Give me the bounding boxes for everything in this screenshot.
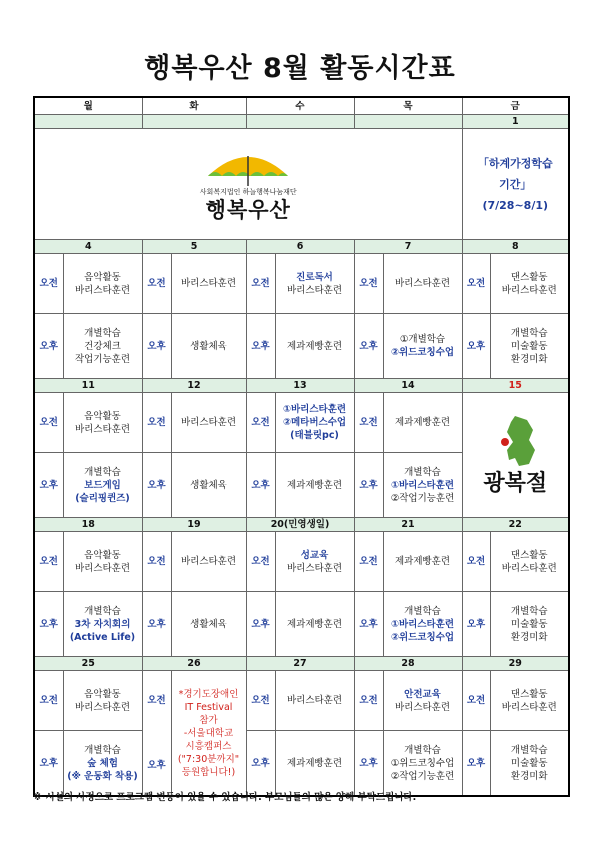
activity-cell <box>63 254 142 314</box>
cell-line: 바리스타훈련 <box>180 556 237 567</box>
activity-cell <box>275 731 354 797</box>
day-header: 목 <box>354 97 462 115</box>
date-cell: 15 <box>462 379 569 393</box>
activity-cell <box>63 453 142 518</box>
date-cell: 13 <box>246 379 354 393</box>
activity-cell <box>383 731 462 797</box>
cell-line: ①개별학습 <box>399 334 446 345</box>
cell-line: 보드게임 <box>84 479 121 491</box>
am-row <box>34 532 569 592</box>
date-cell: 19 <box>142 518 246 532</box>
period-label: 오전 <box>246 671 275 731</box>
date-cell: 1 <box>462 115 569 129</box>
page-title: 행복우산 8월 활동시간표 <box>144 53 456 84</box>
cell-line: 바리스타훈련 <box>501 562 557 574</box>
cell-line: 바리스타훈련 <box>501 701 557 713</box>
cell-line: -서울대학교 <box>183 727 234 739</box>
activity-cell <box>171 592 246 657</box>
footnote: ※ 시설의 사정으로 프로그램 변동이 있을 수 있습니다. 부모님들의 많은 양해 부탁드립니다. <box>33 792 417 803</box>
cell-line: (7/28~8/1) <box>482 198 549 212</box>
cell-line: 환경미화 <box>510 353 548 365</box>
date-cell: 12 <box>142 379 246 393</box>
activity-cell <box>275 254 354 314</box>
activity-cell <box>63 592 142 657</box>
activity-cell <box>383 314 462 379</box>
cell-line: ②위드코칭수업 <box>390 631 455 643</box>
holiday-name: 광복절 <box>483 469 548 496</box>
cell-line: 생활체육 <box>190 479 227 491</box>
period-label: 오후 <box>246 592 275 657</box>
activity-cell <box>383 592 462 657</box>
schedule-table <box>33 96 570 797</box>
cell-line: 「하계가정학습 <box>477 156 553 170</box>
cell-line: 참가 <box>199 714 218 726</box>
cell-line: ①위드코칭수업 <box>390 757 455 769</box>
date-cell: 20(민영생일) <box>246 518 354 532</box>
period-label: 오후 <box>34 453 63 518</box>
period-label: 오전 <box>246 254 275 314</box>
cell-line: 등원합니다!) <box>181 766 236 778</box>
logo-org: 사회복지법인 하늘행복나눔재단 <box>199 187 297 196</box>
period-label: 오전 <box>142 254 171 314</box>
period-label: 오후 <box>34 314 63 379</box>
activity-cell <box>63 671 142 731</box>
cell-line: 건강체크 <box>84 340 121 352</box>
activity-cell <box>490 731 569 797</box>
activity-cell <box>275 592 354 657</box>
cell-line: 환경미화 <box>510 770 548 782</box>
period-label: 오전 <box>462 532 490 592</box>
period-label: 오전 <box>34 532 63 592</box>
cell-line: IT Festival <box>184 701 233 713</box>
cell-line: (태블릿pc) <box>290 430 339 441</box>
cell-line: ①바리스타훈련 <box>390 479 455 491</box>
event-cell <box>171 671 246 797</box>
activity-cell <box>490 532 569 592</box>
cell-line: 바리스타훈련 <box>180 417 237 428</box>
umbrella-icon <box>203 146 293 186</box>
period-label: 오후 <box>246 453 275 518</box>
cell-line: 안전교육 <box>404 688 441 700</box>
week0-row <box>34 129 569 240</box>
cell-line: 바리스타훈련 <box>394 701 451 713</box>
date-cell: 22 <box>462 518 569 532</box>
cell-line: ②메타버스수업 <box>282 417 347 428</box>
date-row <box>34 240 569 254</box>
period-label: 오전 <box>462 671 490 731</box>
activity-cell <box>171 453 246 518</box>
activity-cell <box>383 532 462 592</box>
activity-cell <box>490 671 569 731</box>
period-label: 오후 <box>34 592 63 657</box>
cell-line: 제과제빵훈련 <box>286 340 343 352</box>
cell-line: 음악활동 <box>84 549 121 561</box>
summer-home-study-cell <box>462 129 569 240</box>
cell-line: 음악활동 <box>84 410 121 422</box>
date-row <box>34 657 569 671</box>
date-cell: 5 <box>142 240 246 254</box>
pm-row <box>34 731 569 797</box>
activity-cell <box>171 393 246 453</box>
cell-line: 개별학습 <box>404 744 441 756</box>
activity-cell <box>63 393 142 453</box>
period-label: 오전 <box>354 532 383 592</box>
activity-cell <box>275 314 354 379</box>
period-label: 오전 <box>462 254 490 314</box>
activity-cell <box>275 532 354 592</box>
period-label: 오전 <box>34 671 63 731</box>
period-label: 오후 <box>462 592 490 657</box>
cell-line: 기간」 <box>499 177 532 191</box>
am-row <box>34 254 569 314</box>
cell-line: 바리스타훈련 <box>74 284 131 296</box>
cell-line: 바리스타훈련 <box>74 562 131 574</box>
cell-line: *경기도장애인 <box>178 688 239 700</box>
day-header: 월 <box>34 97 142 115</box>
period-label: 오후 <box>142 592 171 657</box>
cell-line: ②작업기능훈련 <box>390 492 455 504</box>
activity-cell <box>171 254 246 314</box>
date-cell: 4 <box>34 240 142 254</box>
cell-line: 미술활동 <box>510 618 548 630</box>
cell-line: 작업기능훈련 <box>74 353 131 365</box>
period-label: 오후 <box>142 314 171 379</box>
cell-line: 음악활동 <box>84 271 121 283</box>
period-label: 오전 <box>246 393 275 453</box>
date-cell: 7 <box>354 240 462 254</box>
period-label: 오후 <box>354 592 383 657</box>
period-label: 오후 <box>34 731 63 797</box>
cell-line: 댄스활동 <box>510 688 548 700</box>
am-row <box>34 671 569 731</box>
cell-line: (Active Life) <box>69 631 136 643</box>
cell-line: 개별학습 <box>510 605 548 617</box>
cell-line: ②위드코칭수업 <box>390 347 455 358</box>
cell-line: 생활체육 <box>190 340 227 352</box>
activity-cell <box>383 393 462 453</box>
activity-cell <box>63 532 142 592</box>
period-label: 오전 <box>246 532 275 592</box>
cell-line: 댄스활동 <box>510 549 548 561</box>
cell-line: ①바리스타훈련 <box>282 404 347 415</box>
cell-line: 환경미화 <box>510 631 548 643</box>
cell-line: 제과제빵훈련 <box>394 556 451 567</box>
cell-line: 바리스타훈련 <box>286 695 343 706</box>
logo-cell <box>34 129 462 240</box>
activity-cell <box>383 671 462 731</box>
period-label: 오전 <box>34 393 63 453</box>
period-label <box>142 671 171 797</box>
period-label: 오후 <box>246 314 275 379</box>
date-row <box>34 115 569 129</box>
cell-line: 시흥캠퍼스 <box>185 740 232 752</box>
holiday-cell <box>462 393 569 518</box>
cell-line: 음악활동 <box>84 688 121 700</box>
period-label: 오전 <box>354 393 383 453</box>
date-cell: 25 <box>34 657 142 671</box>
am-row <box>34 393 569 453</box>
cell-line: 바리스타훈련 <box>394 278 451 289</box>
cell-line: ②작업기능훈련 <box>390 770 455 782</box>
cell-line: 바리스타훈련 <box>74 423 131 435</box>
cell-line: 개별학습 <box>84 744 121 756</box>
cell-line: ("7:30분까지" <box>177 753 240 765</box>
cell-line: 오전 <box>147 695 166 706</box>
cell-line: 제과제빵훈련 <box>286 757 343 769</box>
cell-line: 숲 체험 <box>87 757 118 769</box>
date-cell: 26 <box>142 657 246 671</box>
pm-row <box>34 592 569 657</box>
activity-cell <box>490 314 569 379</box>
logo-name: 행복우산 <box>205 197 291 222</box>
cell-line: 개별학습 <box>84 605 121 617</box>
cell-line: 제과제빵훈련 <box>286 618 343 630</box>
period-label: 오전 <box>142 393 171 453</box>
cell-line: (※ 운동화 착용) <box>67 770 138 782</box>
cell-line: 바리스타훈련 <box>180 278 237 289</box>
period-label: 오전 <box>34 254 63 314</box>
cell-line: (슬리핑퀸즈) <box>75 492 130 504</box>
period-label: 오후 <box>462 731 490 797</box>
date-cell: 29 <box>462 657 569 671</box>
period-label: 오전 <box>142 532 171 592</box>
activity-cell <box>490 592 569 657</box>
date-cell: 18 <box>34 518 142 532</box>
activity-cell <box>63 731 142 797</box>
period-label: 오전 <box>354 671 383 731</box>
cell-line: 개별학습 <box>404 605 441 617</box>
cell-line: 바리스타훈련 <box>74 701 131 713</box>
activity-cell <box>275 453 354 518</box>
activity-cell <box>275 393 354 453</box>
period-label: 오후 <box>354 453 383 518</box>
date-cell: 8 <box>462 240 569 254</box>
cell-line: 댄스활동 <box>510 271 548 283</box>
date-cell: 6 <box>246 240 354 254</box>
date-cell: 11 <box>34 379 142 393</box>
period-label: 오후 <box>354 731 383 797</box>
activity-cell <box>490 254 569 314</box>
cell-line: ①바리스타훈련 <box>390 618 455 630</box>
cell-line: 성교육 <box>300 549 329 561</box>
date-cell: 27 <box>246 657 354 671</box>
cell-line: 미술활동 <box>510 340 548 352</box>
activity-cell <box>63 314 142 379</box>
date-row <box>34 518 569 532</box>
day-header: 화 <box>142 97 246 115</box>
activity-cell <box>171 532 246 592</box>
cell-line: 바리스타훈련 <box>501 284 557 296</box>
period-label: 오후 <box>354 314 383 379</box>
cell-line: 개별학습 <box>84 466 121 478</box>
activity-cell <box>383 254 462 314</box>
cell-line: 미술활동 <box>510 757 548 769</box>
cell-line: 개별학습 <box>84 327 121 339</box>
date-cell: 21 <box>354 518 462 532</box>
activity-cell <box>171 314 246 379</box>
date-cell: 28 <box>354 657 462 671</box>
activity-cell <box>275 671 354 731</box>
cell-line: 진로독서 <box>296 271 333 283</box>
cell-line: 개별학습 <box>510 327 548 339</box>
period-label: 오후 <box>246 731 275 797</box>
date-cell: 14 <box>354 379 462 393</box>
date-row <box>34 379 569 393</box>
day-header: 금 <box>462 97 569 115</box>
cell-line: 바리스타훈련 <box>286 284 343 296</box>
activity-cell <box>383 453 462 518</box>
korea-map-icon <box>485 414 545 469</box>
cell-line: 3차 자치회의 <box>74 618 131 630</box>
cell-line: 제과제빵훈련 <box>286 479 343 491</box>
day-header-row <box>34 97 569 115</box>
period-label: 오후 <box>142 453 171 518</box>
day-header: 수 <box>246 97 354 115</box>
cell-line: 생활체육 <box>190 618 227 630</box>
cell-line: 오후 <box>147 760 166 771</box>
pm-row <box>34 314 569 379</box>
cell-line: 제과제빵훈련 <box>394 417 451 428</box>
period-label: 오후 <box>462 314 490 379</box>
period-label: 오전 <box>354 254 383 314</box>
cell-line: 개별학습 <box>510 744 548 756</box>
cell-line: 개별학습 <box>404 466 441 478</box>
cell-line: 바리스타훈련 <box>286 562 343 574</box>
